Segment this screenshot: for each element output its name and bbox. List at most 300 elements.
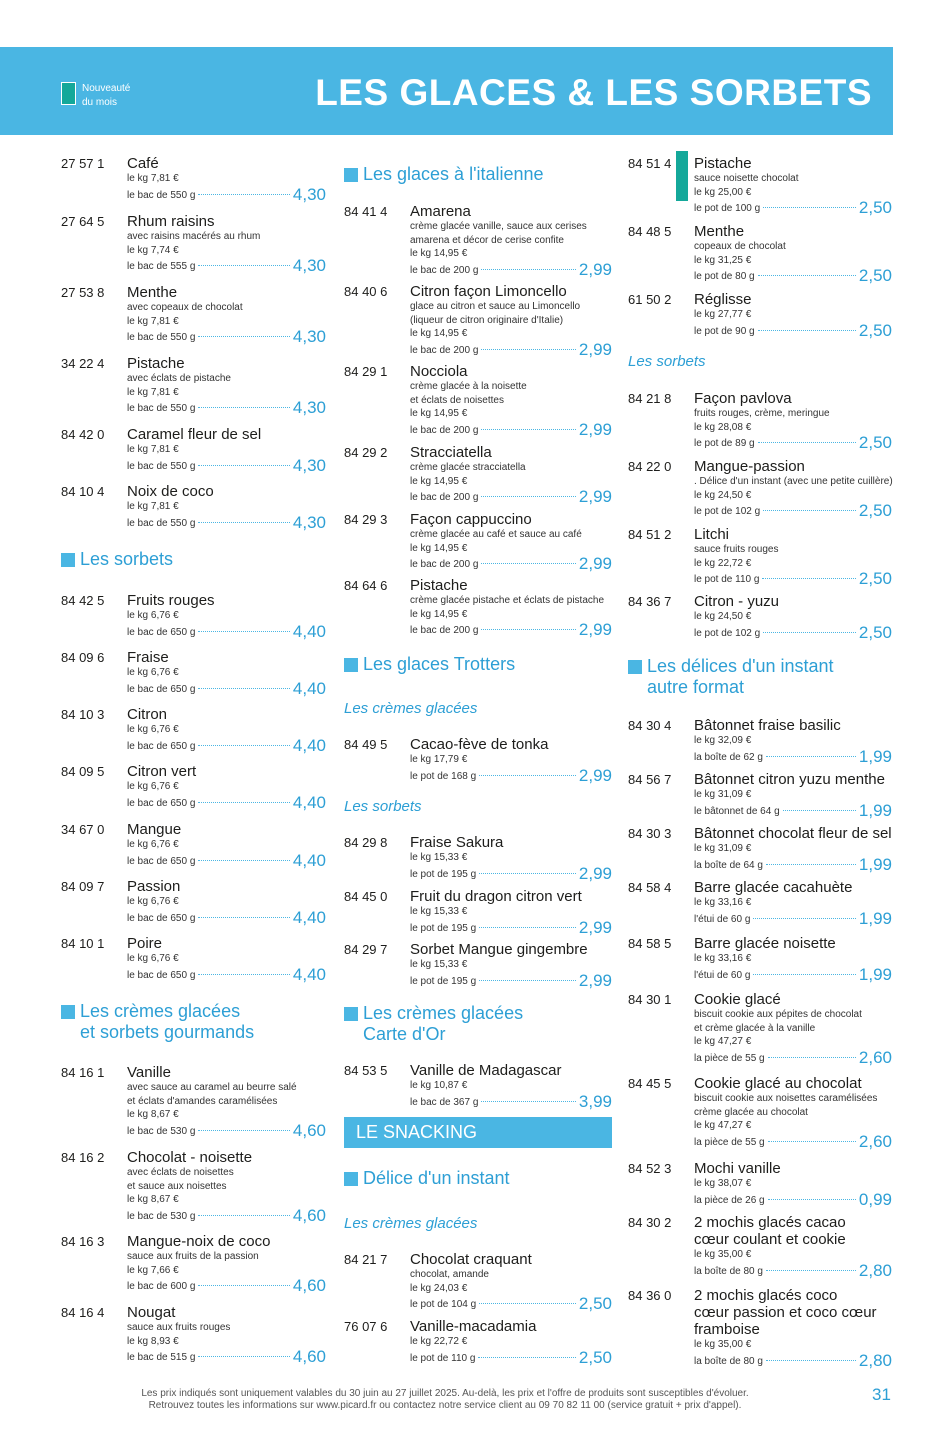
price-per-kg: le kg 32,09 € — [694, 735, 752, 746]
dotted-leader — [763, 510, 856, 511]
product-name: Barre glacée cacahuète — [694, 879, 853, 896]
section-subheading: Les crèmes glacées — [344, 700, 478, 717]
package-size: le bac de 550 g — [127, 403, 196, 414]
package-size: le pot de 90 g — [694, 325, 755, 337]
product-code: 27 53 8 — [61, 285, 105, 300]
price-per-kg: le kg 24,50 € — [694, 489, 752, 501]
product-description: et crème glacée à la vanille — [694, 1022, 816, 1034]
product-details — [410, 888, 612, 936]
package-size: le bac de 200 g — [410, 559, 479, 570]
product-code: 84 10 4 — [61, 484, 105, 499]
dotted-leader — [783, 810, 856, 811]
product-details — [127, 155, 326, 203]
product-name: 2 mochis glacés coco — [694, 1287, 838, 1304]
product-details — [410, 577, 612, 638]
price-line — [127, 852, 326, 869]
new-badge-icon — [61, 82, 76, 105]
product-description: (liqueur de citron originaire d'Italie) — [410, 314, 564, 326]
dotted-leader — [479, 775, 576, 776]
dotted-leader — [198, 265, 290, 266]
product-code: 84 29 2 — [344, 445, 388, 460]
product-name: Fruit du dragon citron vert — [410, 888, 582, 905]
product-code: 84 16 2 — [61, 1150, 105, 1165]
section-heading — [628, 656, 892, 698]
product-details — [694, 1075, 892, 1150]
product-price: 2,99 — [578, 970, 612, 990]
price-line — [127, 186, 326, 203]
product-code: 84 64 6 — [344, 578, 388, 593]
package-size: le pot de 110 g — [694, 574, 760, 585]
product-details — [694, 390, 892, 451]
product-description: et sauce aux noisettes — [127, 1180, 227, 1192]
product-price: 4,40 — [292, 735, 326, 755]
product-name: Passion — [127, 878, 181, 895]
price-line — [127, 680, 326, 697]
dotted-leader — [481, 563, 576, 564]
package-size: l'étui de 60 g — [694, 969, 751, 981]
section-heading-line1: Les glaces à l'italienne — [363, 164, 544, 184]
section-heading-line1: Les sorbets — [80, 549, 174, 569]
product-description: crème glacée à la noisette — [410, 381, 527, 392]
product-details — [127, 878, 326, 926]
product-code: 84 29 1 — [344, 364, 388, 379]
price-per-kg: le kg 47,27 € — [694, 1036, 752, 1047]
product-price: 2,60 — [858, 1131, 892, 1151]
product-code: 84 58 4 — [628, 880, 672, 895]
product-description: avec raisins macérés au rhum — [127, 231, 261, 242]
product-price: 2,80 — [858, 1350, 892, 1370]
dotted-leader — [768, 1141, 856, 1142]
product-code: 84 45 5 — [628, 1076, 672, 1091]
product-name: Façon pavlova — [694, 390, 792, 407]
price-line — [694, 434, 892, 451]
price-line — [410, 621, 612, 638]
package-size: le pot de 195 g — [410, 868, 477, 880]
page-number: 31 — [872, 1385, 891, 1404]
product-price: 2,50 — [858, 622, 892, 642]
price-per-kg: le kg 15,33 € — [410, 906, 468, 917]
product-price: 2,80 — [858, 1260, 892, 1280]
package-size: le pot de 80 g — [694, 271, 755, 282]
product-price: 1,99 — [858, 746, 892, 766]
product-name: Chocolat craquant — [410, 1251, 532, 1268]
product-code: 84 29 8 — [344, 835, 388, 850]
section-heading-line1: Les glaces Trotters — [363, 654, 516, 674]
package-size: le bac de 650 g — [127, 683, 196, 695]
price-per-kg: le kg 6,76 € — [127, 781, 179, 792]
product-details — [127, 592, 326, 640]
product-price: 1,99 — [858, 908, 892, 928]
price-line — [694, 1133, 892, 1150]
dotted-leader — [198, 688, 290, 689]
price-line — [410, 555, 612, 572]
product-code: 84 30 2 — [628, 1215, 672, 1230]
product-price: 2,99 — [578, 917, 612, 937]
product-description: crème glacée au chocolat — [694, 1106, 808, 1118]
product-details — [694, 526, 892, 587]
package-size: le pot de 168 g — [410, 770, 477, 782]
product-name: Citron vert — [127, 763, 197, 780]
price-per-kg: le kg 14,95 € — [410, 475, 468, 487]
dotted-leader — [758, 275, 856, 276]
product-description: avec éclats de noisettes — [127, 1167, 234, 1178]
product-details — [694, 771, 892, 819]
product-name: Sorbet Mangue gingembre — [410, 941, 588, 958]
price-line — [410, 488, 612, 505]
price-per-kg: le kg 7,81 € — [127, 386, 179, 398]
price-per-kg: le kg 8,93 € — [127, 1335, 179, 1347]
product-name-line2: cœur passion et coco cœur — [694, 1304, 877, 1321]
price-per-kg: le kg 22,72 € — [694, 557, 752, 569]
package-size: le bac de 550 g — [127, 189, 196, 201]
package-size: le bac de 200 g — [410, 344, 479, 356]
section-square-icon — [344, 168, 358, 182]
price-per-kg: le kg 27,77 € — [694, 309, 752, 320]
product-description: amarena et décor de cerise confite — [410, 234, 564, 246]
product-name: Fraise Sakura — [410, 834, 504, 851]
price-per-kg: le kg 14,95 € — [410, 248, 468, 259]
price-line — [127, 1207, 326, 1224]
product-description: copeaux de chocolat — [694, 241, 786, 252]
dotted-leader — [481, 349, 576, 350]
dotted-leader — [766, 756, 856, 757]
product-details — [127, 355, 326, 416]
section-subheading: Les crèmes glacées — [344, 1215, 478, 1232]
dotted-leader — [758, 442, 856, 443]
price-line — [127, 794, 326, 811]
section-heading-line2: et sorbets gourmands — [80, 1022, 255, 1042]
product-description: avec copeaux de chocolat — [127, 302, 243, 313]
dotted-leader — [762, 578, 855, 579]
product-name: Amarena — [410, 203, 471, 220]
product-code: 61 50 2 — [628, 292, 672, 307]
product-description: crème glacée au café et sauce au café — [410, 529, 582, 540]
price-line — [127, 909, 326, 926]
product-details — [127, 284, 326, 345]
package-size: le pot de 102 g — [694, 627, 761, 639]
section-heading-line2: Carte d'Or — [363, 1024, 446, 1044]
dotted-leader — [198, 745, 290, 746]
price-line — [127, 328, 326, 345]
price-per-kg: le kg 10,87 € — [410, 1080, 468, 1091]
product-details — [127, 1233, 326, 1294]
price-per-kg: le kg 8,67 € — [127, 1109, 179, 1120]
price-per-kg: le kg 35,00 € — [694, 1339, 752, 1350]
package-size: le pot de 100 g — [694, 203, 761, 214]
product-price: 4,30 — [292, 512, 326, 532]
product-description: biscuit cookie aux pépites de chocolat — [694, 1009, 862, 1020]
product-code: 84 22 0 — [628, 459, 672, 474]
product-details — [127, 1064, 326, 1139]
product-name: Cacao-fève de tonka — [410, 736, 549, 753]
section-square-icon — [61, 553, 75, 567]
product-code: 84 09 7 — [61, 879, 105, 894]
dotted-leader — [198, 917, 290, 918]
price-per-kg: le kg 7,81 € — [127, 501, 179, 512]
product-name: Mangue-passion — [694, 458, 805, 475]
package-size: la boîte de 80 g — [694, 1265, 763, 1277]
dotted-leader — [763, 207, 856, 208]
section-square-icon — [628, 660, 642, 674]
dotted-leader — [753, 918, 856, 919]
price-per-kg: le kg 7,66 € — [127, 1264, 179, 1276]
price-per-kg: le kg 25,00 € — [694, 186, 752, 198]
product-details — [127, 935, 326, 983]
product-price: 2,99 — [578, 554, 612, 573]
product-details — [410, 1251, 612, 1312]
dotted-leader — [198, 1215, 290, 1216]
dotted-leader — [198, 407, 290, 408]
package-size: la boîte de 62 g — [694, 751, 763, 763]
dotted-leader — [481, 1101, 576, 1102]
product-name: Rhum raisins — [127, 213, 215, 230]
product-code: 84 49 5 — [344, 737, 388, 752]
product-details — [410, 511, 612, 572]
package-size: le pot de 102 g — [694, 506, 761, 517]
price-line — [694, 1191, 892, 1208]
dotted-leader — [198, 631, 290, 632]
price-per-kg: le kg 38,07 € — [694, 1178, 752, 1189]
package-size: le bac de 200 g — [410, 264, 479, 276]
price-line — [127, 1277, 326, 1294]
product-name: Cookie glacé — [694, 991, 781, 1008]
product-description: et éclats d'amandes caramélisées — [127, 1095, 278, 1107]
product-details — [694, 991, 892, 1066]
product-description: . Délice d'un instant (avec une petite cuillère) — [694, 476, 893, 487]
product-name-line3: framboise — [694, 1321, 760, 1338]
product-details — [694, 935, 892, 983]
product-details — [694, 825, 892, 873]
product-price: 2,99 — [578, 620, 612, 639]
package-size: le bac de 530 g — [127, 1125, 196, 1137]
dotted-leader — [758, 330, 856, 331]
product-details — [694, 458, 892, 519]
product-description: et éclats de noisettes — [410, 394, 504, 406]
product-details — [694, 1287, 892, 1369]
product-description: crème glacée vanille, sauce aux cerises — [410, 221, 587, 232]
product-name: Bâtonnet chocolat fleur de sel — [694, 825, 892, 842]
price-line — [410, 1349, 612, 1366]
package-size: le bac de 550 g — [127, 332, 196, 343]
product-details — [127, 426, 326, 474]
package-size: le bac de 600 g — [127, 1281, 196, 1292]
package-size: le bac de 650 g — [127, 969, 196, 981]
price-per-kg: le kg 6,76 € — [127, 839, 179, 850]
product-name: Citron façon Limoncello — [410, 283, 567, 300]
product-code: 84 58 5 — [628, 936, 672, 951]
footer-disclaimer: Les prix indiqués sont uniquement valables du 30 juin au 27 juillet 2025. Au-delà, les prix et l'offre de produits sont susceptibles d'évoluer. Retrouvez toutes les informations sur www.picard.fr ou contactez notre service client au 09 70 82 11 00 (service gratuit + prix d'appel). — [141, 1388, 749, 1411]
price-per-kg: le kg 31,09 € — [694, 843, 752, 854]
product-price: 4,40 — [292, 621, 326, 641]
product-code: 84 29 7 — [344, 942, 388, 957]
price-per-kg: le kg 6,76 € — [127, 610, 179, 621]
product-details — [410, 941, 612, 989]
product-name: Cookie glacé au chocolat — [694, 1075, 862, 1092]
dotted-leader — [198, 465, 290, 466]
package-size: le pot de 110 g — [410, 1352, 476, 1364]
section-heading — [61, 549, 326, 570]
product-name: Poire — [127, 935, 163, 952]
price-line — [694, 1049, 892, 1066]
product-description: sauce noisette chocolat — [694, 173, 799, 184]
dotted-leader — [481, 629, 576, 630]
product-price: 4,40 — [292, 964, 326, 984]
product-name: Nocciola — [410, 363, 468, 380]
dotted-leader — [198, 194, 290, 195]
product-details — [694, 717, 892, 765]
product-details — [410, 834, 612, 882]
section-square-icon — [344, 1007, 358, 1021]
package-size: la boîte de 64 g — [694, 859, 763, 871]
product-details — [694, 593, 892, 641]
product-code: 84 09 6 — [61, 650, 105, 665]
dotted-leader — [479, 927, 576, 928]
package-size: le bac de 650 g — [127, 855, 196, 867]
snacking-label: LE SNACKING — [356, 1122, 478, 1142]
dotted-leader — [198, 1356, 290, 1357]
package-size: le bac de 200 g — [410, 625, 479, 636]
price-per-kg: le kg 6,76 € — [127, 667, 179, 678]
product-details — [410, 1062, 612, 1110]
product-details — [127, 1304, 326, 1365]
product-code: 84 52 3 — [628, 1161, 672, 1176]
package-size: la boîte de 80 g — [694, 1355, 763, 1367]
section-heading-line1: Délice d'un instant — [363, 1168, 510, 1188]
product-details — [694, 155, 892, 216]
dotted-leader — [198, 1285, 290, 1286]
product-details — [127, 763, 326, 811]
product-name: Bâtonnet fraise basilic — [694, 717, 841, 734]
price-per-kg: le kg 14,95 € — [410, 542, 468, 554]
product-code: 84 36 0 — [628, 1288, 672, 1303]
product-name: Menthe — [127, 284, 178, 301]
product-code: 27 64 5 — [61, 214, 105, 229]
dotted-leader — [766, 864, 856, 865]
price-line — [694, 856, 892, 873]
product-code: 76 07 6 — [344, 1319, 388, 1334]
package-size: le pot de 89 g — [694, 438, 755, 449]
product-name: Mochi vanille — [694, 1160, 781, 1177]
price-line — [410, 972, 612, 989]
price-per-kg: le kg 47,27 € — [694, 1120, 752, 1131]
product-price: 2,60 — [858, 1047, 892, 1067]
price-line — [410, 421, 612, 438]
section-square-icon — [61, 1005, 75, 1019]
package-size: le bac de 650 g — [127, 740, 196, 752]
section-heading — [344, 164, 612, 185]
price-per-kg: le kg 14,95 € — [410, 408, 468, 419]
price-line — [127, 623, 326, 640]
package-size: le pot de 195 g — [410, 922, 477, 934]
price-line — [694, 570, 892, 587]
product-price: 2,99 — [578, 863, 612, 883]
price-per-kg: le kg 6,76 € — [127, 953, 179, 964]
price-line — [127, 737, 326, 754]
dotted-leader — [198, 1130, 290, 1131]
package-size: la pièce de 26 g — [694, 1194, 765, 1206]
price-per-kg: le kg 6,76 € — [127, 724, 179, 735]
product-price: 2,50 — [578, 1347, 612, 1367]
product-price: 2,50 — [858, 433, 892, 452]
price-line — [694, 1352, 892, 1369]
package-size: le bac de 367 g — [410, 1096, 479, 1108]
price-per-kg: le kg 6,76 € — [127, 896, 179, 907]
price-per-kg: le kg 24,03 € — [410, 1282, 468, 1294]
section-heading — [344, 1003, 612, 1045]
product-name: Citron - yuzu — [694, 593, 780, 610]
product-description: avec sauce au caramel au beurre salé — [127, 1082, 297, 1093]
product-code: 84 09 5 — [61, 764, 105, 779]
product-price: 4,40 — [292, 678, 326, 698]
product-code: 84 42 5 — [61, 593, 105, 608]
product-code: 84 21 7 — [344, 1252, 388, 1267]
product-code: 84 36 7 — [628, 594, 672, 609]
product-details — [410, 283, 612, 358]
product-name: Vanille — [127, 1064, 171, 1081]
package-size: le pot de 195 g — [410, 975, 477, 987]
product-price: 4,60 — [292, 1347, 326, 1366]
price-line — [694, 267, 892, 284]
price-line — [127, 966, 326, 983]
price-per-kg: le kg 28,08 € — [694, 421, 752, 433]
product-code: 84 29 3 — [344, 512, 388, 527]
product-code: 84 16 1 — [61, 1065, 105, 1080]
product-description: sauce aux fruits de la passion — [127, 1251, 259, 1262]
package-size: le bac de 650 g — [127, 797, 196, 809]
price-line — [410, 865, 612, 882]
price-per-kg: le kg 33,16 € — [694, 897, 752, 908]
price-per-kg: le kg 22,72 € — [410, 1336, 468, 1347]
section-heading-line2: autre format — [647, 677, 745, 697]
product-description: crème glacée pistache et éclats de pistache — [410, 595, 604, 606]
price-per-kg: le kg 7,81 € — [127, 173, 179, 184]
section-heading — [344, 1168, 612, 1189]
product-name: Pistache — [410, 577, 468, 594]
product-name: Citron — [127, 706, 168, 723]
product-details — [694, 879, 892, 927]
product-details — [127, 213, 326, 274]
product-details — [694, 1160, 892, 1208]
section-subheading: Les sorbets — [628, 353, 706, 370]
price-line — [694, 748, 892, 765]
price-line — [410, 341, 612, 358]
product-name: Vanille de Madagascar — [410, 1062, 562, 1079]
section-heading — [344, 654, 612, 675]
product-price: 2,50 — [858, 569, 892, 588]
product-name: Chocolat - noisette — [127, 1149, 253, 1166]
dotted-leader — [766, 1360, 856, 1361]
price-line — [694, 910, 892, 927]
product-price: 2,50 — [578, 1294, 612, 1313]
price-line — [410, 261, 612, 278]
package-size: le bac de 200 g — [410, 492, 479, 503]
product-price: 2,99 — [578, 487, 612, 506]
product-name: 2 mochis glacés cacao — [694, 1214, 846, 1231]
product-code: 84 41 4 — [344, 204, 388, 219]
dotted-leader — [481, 429, 576, 430]
price-line — [127, 1348, 326, 1365]
price-line — [127, 457, 326, 474]
price-line — [410, 767, 612, 784]
package-size: le bâtonnet de 64 g — [694, 805, 780, 817]
dotted-leader — [753, 974, 856, 975]
product-code: 84 30 1 — [628, 992, 672, 1007]
dotted-leader — [479, 980, 576, 981]
product-description: glace au citron et sauce au Limoncello — [410, 301, 581, 312]
product-name: Litchi — [694, 526, 730, 543]
product-code: 84 40 6 — [344, 284, 388, 299]
product-code: 84 30 4 — [628, 718, 672, 733]
